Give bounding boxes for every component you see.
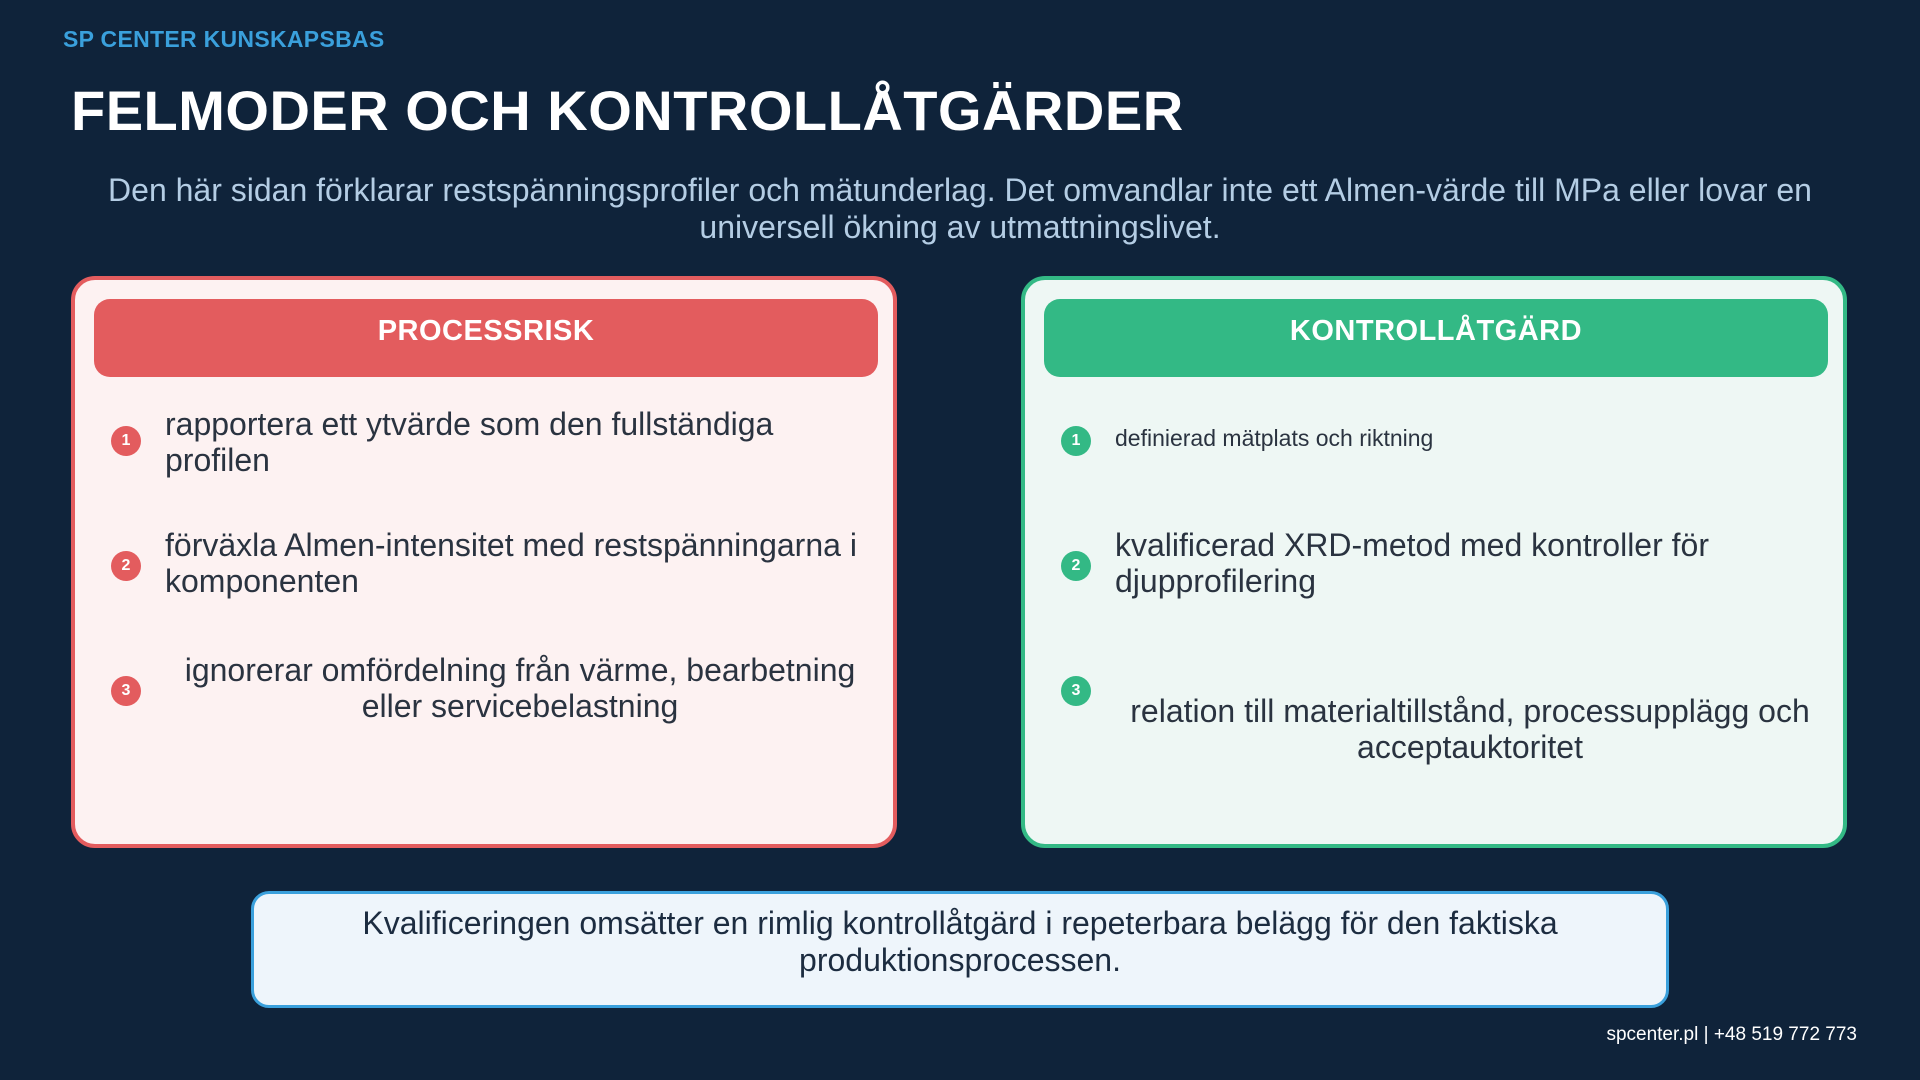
control-item-2-badge: 2 — [1061, 551, 1091, 581]
risk-item-2-text: förväxla Almen-intensitet med restspänningarna i komponenten — [165, 527, 857, 599]
page-title: FELMODER OCH KONTROLLÅTGÄRDER — [71, 79, 1184, 142]
control-item-1-text: definierad mätplats och riktning — [1115, 425, 1434, 451]
control-measure-header: KONTROLLÅTGÄRD — [1044, 299, 1828, 377]
summary-callout: Kvalificeringen omsätter en rimlig kontrollåtgärd i repeterbara belägg för den faktiska produktionsprocessen. — [251, 891, 1669, 1008]
control-item-1-badge: 1 — [1061, 426, 1091, 456]
risk-item-3-text: ignorerar omfördelning från värme, bearbetning eller servicebelastning — [184, 652, 856, 724]
process-risk-panel — [71, 276, 897, 848]
control-item-2-text: kvalificerad XRD-metod med kontroller för djupprofilering — [1115, 527, 1709, 599]
risk-item-2-badge: 2 — [111, 551, 141, 581]
control-item-3-badge: 3 — [1061, 676, 1091, 706]
footer-contact: spcenter.pl | +48 519 772 773 — [1606, 1024, 1857, 1045]
brand-label: SP CENTER KUNSKAPSBAS — [63, 26, 385, 52]
process-risk-header: PROCESSRISK — [94, 299, 878, 377]
risk-item-1-badge: 1 — [111, 426, 141, 456]
page-subtitle: Den här sidan förklarar restspänningsprofiler och mätunderlag. Det omvandlar inte ett Almen-värde till MPa eller lovar en universell ökning av utmattningslivet. — [108, 172, 1812, 245]
risk-item-1-text: rapportera ett ytvärde som den fullständiga profilen — [165, 406, 774, 478]
control-item-3-text: relation till materialtillstånd, processupplägg och acceptauktoritet — [1130, 693, 1810, 765]
control-measure-panel — [1021, 276, 1847, 848]
risk-item-3-badge: 3 — [111, 676, 141, 706]
